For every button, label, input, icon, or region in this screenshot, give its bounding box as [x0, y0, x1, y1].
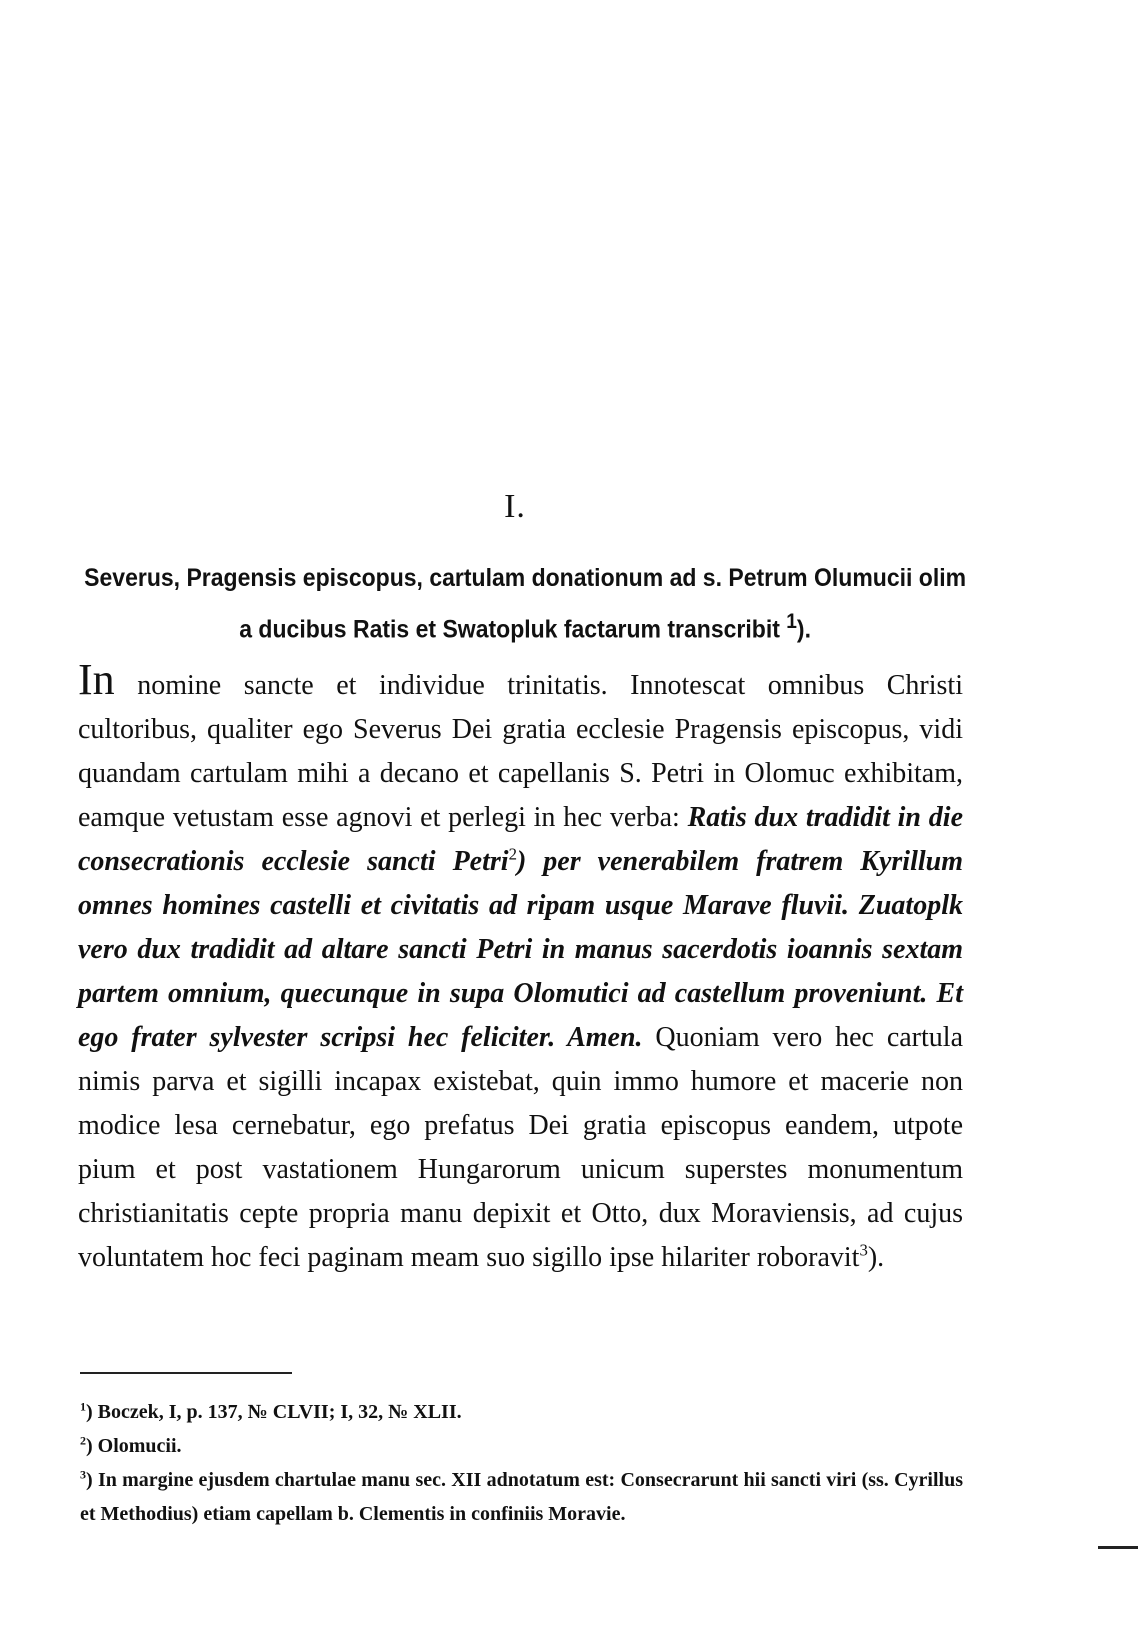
- section-number: I.: [504, 488, 526, 525]
- footnote-3-text: ) In margine ejusdem chartulae manu sec. XII adnotatum est: Consecrarunt hii sancti viri (ss. Cyrillus et Methodius) etiam capellam b. Clementis in confiniis Moravie.: [80, 1469, 963, 1525]
- footnote-1-text: ) Boczek, I, p. 137, № CLVII; I, 32, № XLII.: [86, 1401, 462, 1423]
- heading-end: ).: [796, 615, 811, 644]
- intro-paragraph: nomine sancte et individue trinitatis. Innotescat omnibus Christi cultoribus, qualiter ego Severus Dei gratia ecclesie Pragensis episcopus, vidi quandam cartulam mihi a decano et capellanis S. Petri in Olomuc exhibitam, eamque vetustam esse agnovi et perlegi in hec verba:: [78, 670, 963, 833]
- document-heading: [78, 556, 972, 651]
- footnote-2-marker: 2: [80, 1433, 86, 1448]
- footnote-2-text: ) Olomucii.: [86, 1435, 182, 1457]
- initial-word: In: [78, 655, 115, 704]
- charter-text: [78, 655, 963, 1280]
- quoted-charter-part1: Ratis dux tradidit in die consecrationis ecclesie sancti Petri: [78, 802, 963, 877]
- footnote-1-marker: 1: [80, 1399, 86, 1414]
- confirmation-paragraph: Quoniam vero hec cartula nimis parva et sigilli incapax existebat, quin immo humore et macerie non modice lesa cernebatur, ego prefatus Dei gratia episcopus eandem, utpote pium et post vastationem Hungarorum unicum superstes monumentum christianitatis cepte propria manu depixit et Otto, dux Moraviensis, ad cujus voluntatem hoc feci paginam meam suo sigillo ipse hilariter roboravit: [78, 1022, 963, 1273]
- footnote-3-marker: 3: [80, 1467, 86, 1482]
- margin-mark: [1098, 1546, 1138, 1549]
- footnote-ref-3: 3: [859, 1240, 868, 1260]
- footnote-2: [80, 1429, 963, 1463]
- footnotes: [80, 1395, 963, 1531]
- heading-footnote-ref: 1: [786, 610, 797, 633]
- closing-punctuation: ).: [867, 1242, 885, 1273]
- footnote-1: [80, 1395, 963, 1429]
- footnote-3: [80, 1463, 963, 1531]
- quoted-charter-part2: ) per venerabilem fratrem Kyrillum omnes homines castelli et civitatis ad ripam usque Marave fluvii. Zuatoplk vero dux tradidit ad altare sancti Petri in manus sacerdotis ioannis sextam partem omnium, quecunque in supa Olomutici ad castellum proveniunt. Et ego frater sylvester scripsi hec feliciter. Amen.: [78, 846, 963, 1053]
- footnote-ref-2: 2: [508, 844, 517, 864]
- heading-text: Severus, Pragensis episcopus, cartulam donationum ad s. Petrum Olumucii olim a ducibus Ratis et Swatopluk factarum transcribit: [84, 564, 967, 644]
- footnote-separator: [80, 1372, 292, 1374]
